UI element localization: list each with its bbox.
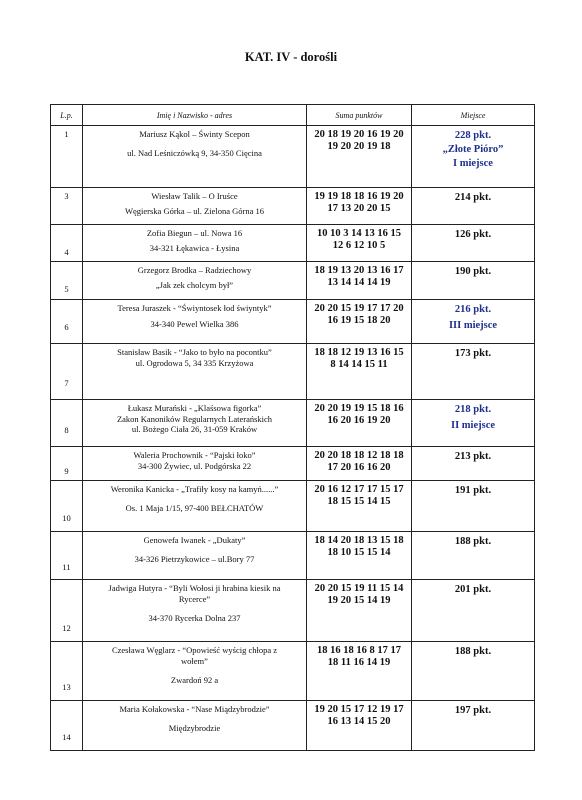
entry-title: Czesława Węglarz - “Opowieść wyścig chłopa z (111, 645, 278, 655)
place-cell (412, 188, 535, 225)
total-points: 228 pkt. (454, 130, 492, 141)
entry-address: 34-326 Pietrzykowice – ul.Bory 77 (134, 554, 255, 564)
table-row (51, 532, 535, 580)
table-row (51, 580, 535, 642)
header-score: Suma punktów (307, 105, 412, 126)
score-cell (307, 532, 412, 580)
row-number: 11 (62, 562, 71, 572)
score-line: 18 15 15 14 15 (327, 496, 391, 507)
total-points: 197 pkt. (454, 705, 492, 716)
total-points: 213 pkt. (454, 451, 492, 462)
row-number: 9 (64, 466, 69, 476)
score-line: 17 20 16 16 20 (327, 462, 391, 473)
total-points: 191 pkt. (454, 485, 492, 496)
table-row (51, 481, 535, 532)
score-line: 18 16 18 16 8 17 17 (317, 645, 401, 656)
row-number: 10 (62, 513, 71, 523)
entry-address: 34-340 Pewel Wielka 386 (150, 319, 239, 329)
score-cell (307, 262, 412, 300)
score-line: 16 20 16 19 20 (327, 415, 391, 426)
score-line: 12 6 12 10 5 (332, 240, 386, 251)
row-number: 3 (64, 191, 69, 201)
name-cell (83, 262, 307, 300)
entry-address: ul. Ogrodowa 5, 34 335 Krzyżowa (135, 358, 254, 368)
name-cell (83, 701, 307, 751)
place-cell (412, 701, 535, 751)
entry-title-cont: Rycerce” (178, 594, 211, 604)
header-place: Miejsce (412, 105, 535, 126)
total-points: 188 pkt. (454, 536, 492, 547)
place-cell (412, 642, 535, 701)
award-label: „Złote Pióro” (442, 144, 504, 155)
score-line: 19 20 15 14 19 (327, 595, 391, 606)
name-cell (83, 481, 307, 532)
results-table (50, 104, 535, 751)
entry-address: 34-370 Rycerka Dolna 237 (148, 613, 241, 623)
lp-cell (51, 344, 83, 400)
score-cell (307, 642, 412, 701)
table-row (51, 225, 535, 262)
total-points: 190 pkt. (454, 266, 492, 277)
table-row (51, 188, 535, 225)
total-points: 214 pkt. (454, 192, 492, 203)
place-cell (412, 481, 535, 532)
score-cell (307, 481, 412, 532)
place-cell (412, 225, 535, 262)
score-line: 16 19 15 18 20 (327, 315, 391, 326)
entry-address: ul. Bożego Ciała 26, 31-059 Kraków (131, 424, 258, 434)
entry-title: Maria Kołakowska - “Nase Miądzybrodzie” (119, 704, 270, 714)
score-line: 20 20 19 19 15 18 16 (314, 403, 404, 414)
score-cell (307, 344, 412, 400)
entry-title: Weronika Kanicka - „Trafiły kosy na kamyń......” (110, 484, 279, 494)
name-cell (83, 225, 307, 262)
score-line: 19 19 18 18 16 19 20 (314, 191, 404, 202)
name-cell (83, 300, 307, 344)
name-cell (83, 344, 307, 400)
score-cell (307, 701, 412, 751)
lp-cell (51, 580, 83, 642)
table-row (51, 701, 535, 751)
entry-title: „Jak zek cholcym był” (155, 280, 234, 290)
table-row (51, 642, 535, 701)
score-line: 20 20 15 19 17 17 20 (314, 303, 404, 314)
entry-title: Mariusz Kąkol – Świnty Scepon (139, 129, 250, 139)
score-line: 10 10 3 14 13 16 15 (317, 228, 401, 239)
row-number: 6 (64, 322, 69, 332)
row-number: 13 (62, 682, 71, 692)
table-row (51, 126, 535, 188)
table-row (51, 400, 535, 447)
table-row (51, 262, 535, 300)
entry-title: Waleria Prochownik - “Pajski łoko” (133, 450, 256, 460)
award-rank: III miejsce (448, 320, 498, 331)
name-cell (83, 400, 307, 447)
entry-title: Stanisław Basik - “Jako to było na pocontku” (117, 347, 272, 357)
lp-cell (51, 300, 83, 344)
score-line: 16 13 14 15 20 (327, 716, 391, 727)
place-cell (412, 262, 535, 300)
total-points: 126 pkt. (454, 229, 492, 240)
header-lp: L.p. (51, 105, 83, 126)
score-cell (307, 447, 412, 481)
entry-title-cont: wołem” (181, 656, 208, 666)
entry-address: ul. Nad Leśniczówką 9, 34-350 Cięcina (127, 148, 262, 158)
table-header-row (51, 105, 535, 126)
award-rank: I miejsce (453, 158, 493, 169)
lp-cell (51, 188, 83, 225)
name-cell (83, 532, 307, 580)
score-cell (307, 300, 412, 344)
score-cell (307, 400, 412, 447)
total-points: 201 pkt. (454, 584, 492, 595)
score-line: 8 14 14 15 11 (330, 359, 388, 370)
lp-cell (51, 642, 83, 701)
award-rank: II miejsce (450, 420, 496, 431)
score-line: 17 13 20 20 15 (327, 203, 391, 214)
score-line: 13 14 14 14 19 (327, 277, 391, 288)
entry-title: Genowefa Iwanek - „Dukaty” (143, 535, 246, 545)
score-line: 20 18 19 20 16 19 20 (314, 129, 404, 140)
entry-address: Węgierska Górka – ul. Zielona Górna 16 (124, 206, 265, 216)
score-cell (307, 225, 412, 262)
table-row (51, 447, 535, 481)
score-line: 18 10 15 15 14 (327, 547, 391, 558)
row-number: 8 (64, 425, 69, 435)
table-row (51, 344, 535, 400)
score-line: 18 19 13 20 13 16 17 (314, 265, 404, 276)
place-cell (412, 400, 535, 447)
place-cell (412, 580, 535, 642)
lp-cell (51, 225, 83, 262)
place-cell (412, 532, 535, 580)
lp-cell (51, 447, 83, 481)
place-cell (412, 126, 535, 188)
name-cell (83, 642, 307, 701)
entry-author: Grzegorz Brodka – Radziechowy (137, 265, 252, 275)
place-cell (412, 300, 535, 344)
table-row (51, 300, 535, 344)
name-cell (83, 580, 307, 642)
entry-title: Teresa Juraszek - “Świyntosek łod świyntyk” (117, 303, 272, 313)
score-line: 20 20 18 18 12 18 18 (314, 450, 404, 461)
score-line: 20 20 15 19 11 15 14 (314, 583, 404, 594)
row-number: 7 (64, 378, 69, 388)
entry-address: Os. 1 Maja 1/15, 97-400 BEŁCHATÓW (125, 503, 264, 513)
score-line: 18 11 16 14 19 (327, 657, 391, 668)
entry-title: Łukasz Murański - „Klaśsowa figorka” (127, 403, 262, 413)
row-number: 4 (64, 247, 69, 257)
score-line: 19 20 20 19 18 (327, 141, 391, 152)
lp-cell (51, 532, 83, 580)
lp-cell (51, 701, 83, 751)
place-cell (412, 447, 535, 481)
score-line: 20 16 12 17 17 15 17 (314, 484, 404, 495)
entry-address: 34-321 Łękawica - Łysina (149, 243, 240, 253)
score-cell (307, 126, 412, 188)
total-points: 188 pkt. (454, 646, 492, 657)
score-line: 19 20 15 17 12 19 17 (314, 704, 404, 715)
entry-title: Wiesław Talik – O Iruśce (151, 191, 238, 201)
lp-cell (51, 262, 83, 300)
entry-title: Zofia Biegun – ul. Nowa 16 (146, 228, 243, 238)
total-points: 216 pkt. (454, 304, 492, 315)
header-name: Imię i Nazwisko - adres (83, 105, 307, 126)
row-number: 5 (64, 284, 69, 294)
name-cell (83, 126, 307, 188)
entry-address: 34-300 Żywiec, ul. Podgórska 22 (137, 461, 252, 471)
row-number: 14 (62, 732, 71, 742)
score-cell (307, 580, 412, 642)
lp-cell (51, 400, 83, 447)
total-points: 173 pkt. (454, 348, 492, 359)
entry-address: Międzybrodzie (168, 723, 221, 733)
score-line: 18 18 12 19 13 16 15 (314, 347, 404, 358)
entry-address: Zwardoń 92 a (170, 675, 219, 685)
lp-cell (51, 126, 83, 188)
name-cell (83, 447, 307, 481)
score-cell (307, 188, 412, 225)
score-line: 18 14 20 18 13 15 18 (314, 535, 404, 546)
entry-organization: Zakon Kanoników Regularnych Laterańskich (116, 413, 273, 424)
page-title: KAT. IV - dorośli (244, 50, 338, 64)
lp-cell (51, 481, 83, 532)
place-cell (412, 344, 535, 400)
entry-title: Jadwiga Hutyra - “Byli Wołosi ji hrabina kiesik na (108, 583, 281, 593)
name-cell (83, 188, 307, 225)
row-number: 12 (62, 623, 71, 633)
total-points: 218 pkt. (454, 404, 492, 415)
row-number: 1 (64, 129, 69, 139)
